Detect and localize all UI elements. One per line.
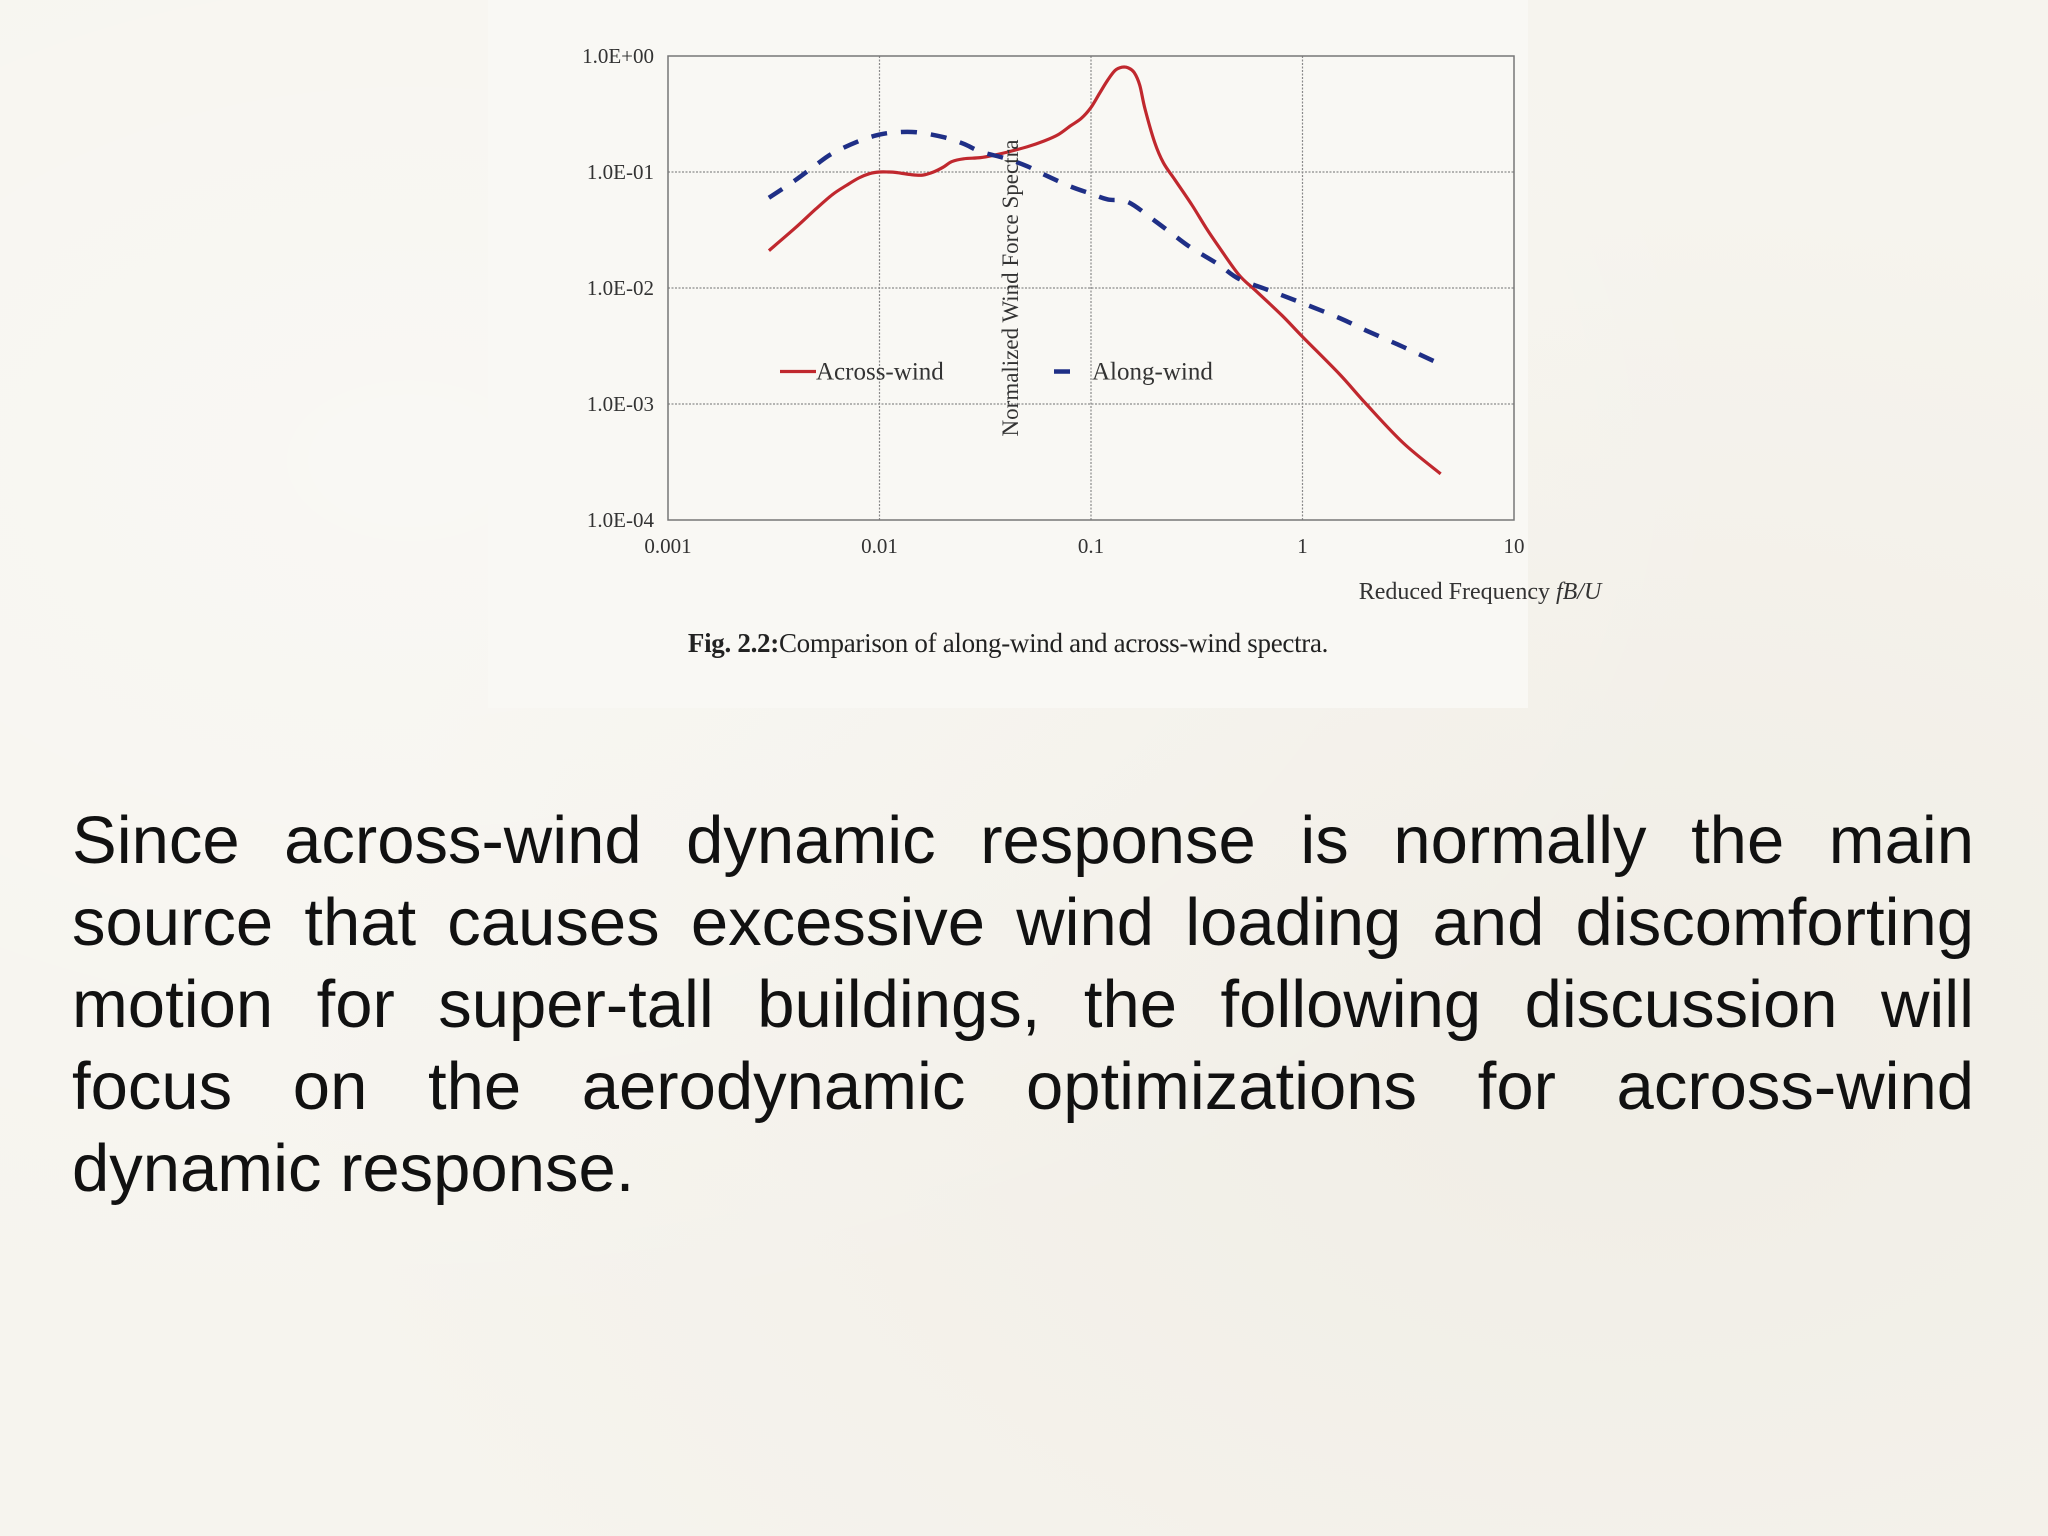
- chart: [488, 0, 1602, 708]
- x-axis-label: [1359, 579, 1603, 605]
- figure-caption-text: Comparison of along-wind and across-wind spectra.: [778, 628, 1329, 658]
- x-tick-label: 10: [1503, 534, 1525, 558]
- axis-ticks: [582, 44, 1524, 558]
- figure-caption: [488, 628, 1528, 659]
- x-axis-label-text: Reduced Frequency: [1358, 579, 1556, 605]
- x-tick-label: 1: [1297, 534, 1308, 558]
- y-axis-label: Normalized Wind Force Spectra: [998, 139, 1023, 437]
- y-tick-label: 1.0E+00: [582, 44, 654, 68]
- along-wind-legend-label: Along-wind: [1092, 358, 1213, 386]
- grid-lines: [668, 56, 1514, 520]
- across-wind-legend-label: Across-wind: [816, 358, 944, 386]
- x-tick-label: 0.01: [861, 534, 898, 558]
- x-tick-label: 0.001: [644, 534, 692, 558]
- y-tick-label: 1.0E-04: [586, 508, 654, 532]
- across-wind-line: [769, 67, 1441, 474]
- y-tick-label: 1.0E-03: [586, 392, 654, 416]
- y-tick-label: 1.0E-02: [586, 276, 654, 300]
- y-tick-label: 1.0E-01: [586, 160, 654, 184]
- x-axis-label-italic: fB/U: [1555, 579, 1602, 605]
- figure-panel: [488, 0, 1602, 708]
- legend: [780, 359, 1213, 386]
- figure-caption-label: Fig. 2.2:: [687, 628, 779, 658]
- series: [769, 67, 1441, 474]
- body-paragraph: Since across-wind dynamic response is normally the main source that causes excessive wind loading and discomforting motion for super-tall buildings, the following discussion will focus on the aerodynamic optimizations for across-wind dynamic response.: [72, 803, 1974, 1206]
- along-wind-line: [769, 132, 1441, 364]
- x-tick-label: 0.1: [1077, 534, 1105, 558]
